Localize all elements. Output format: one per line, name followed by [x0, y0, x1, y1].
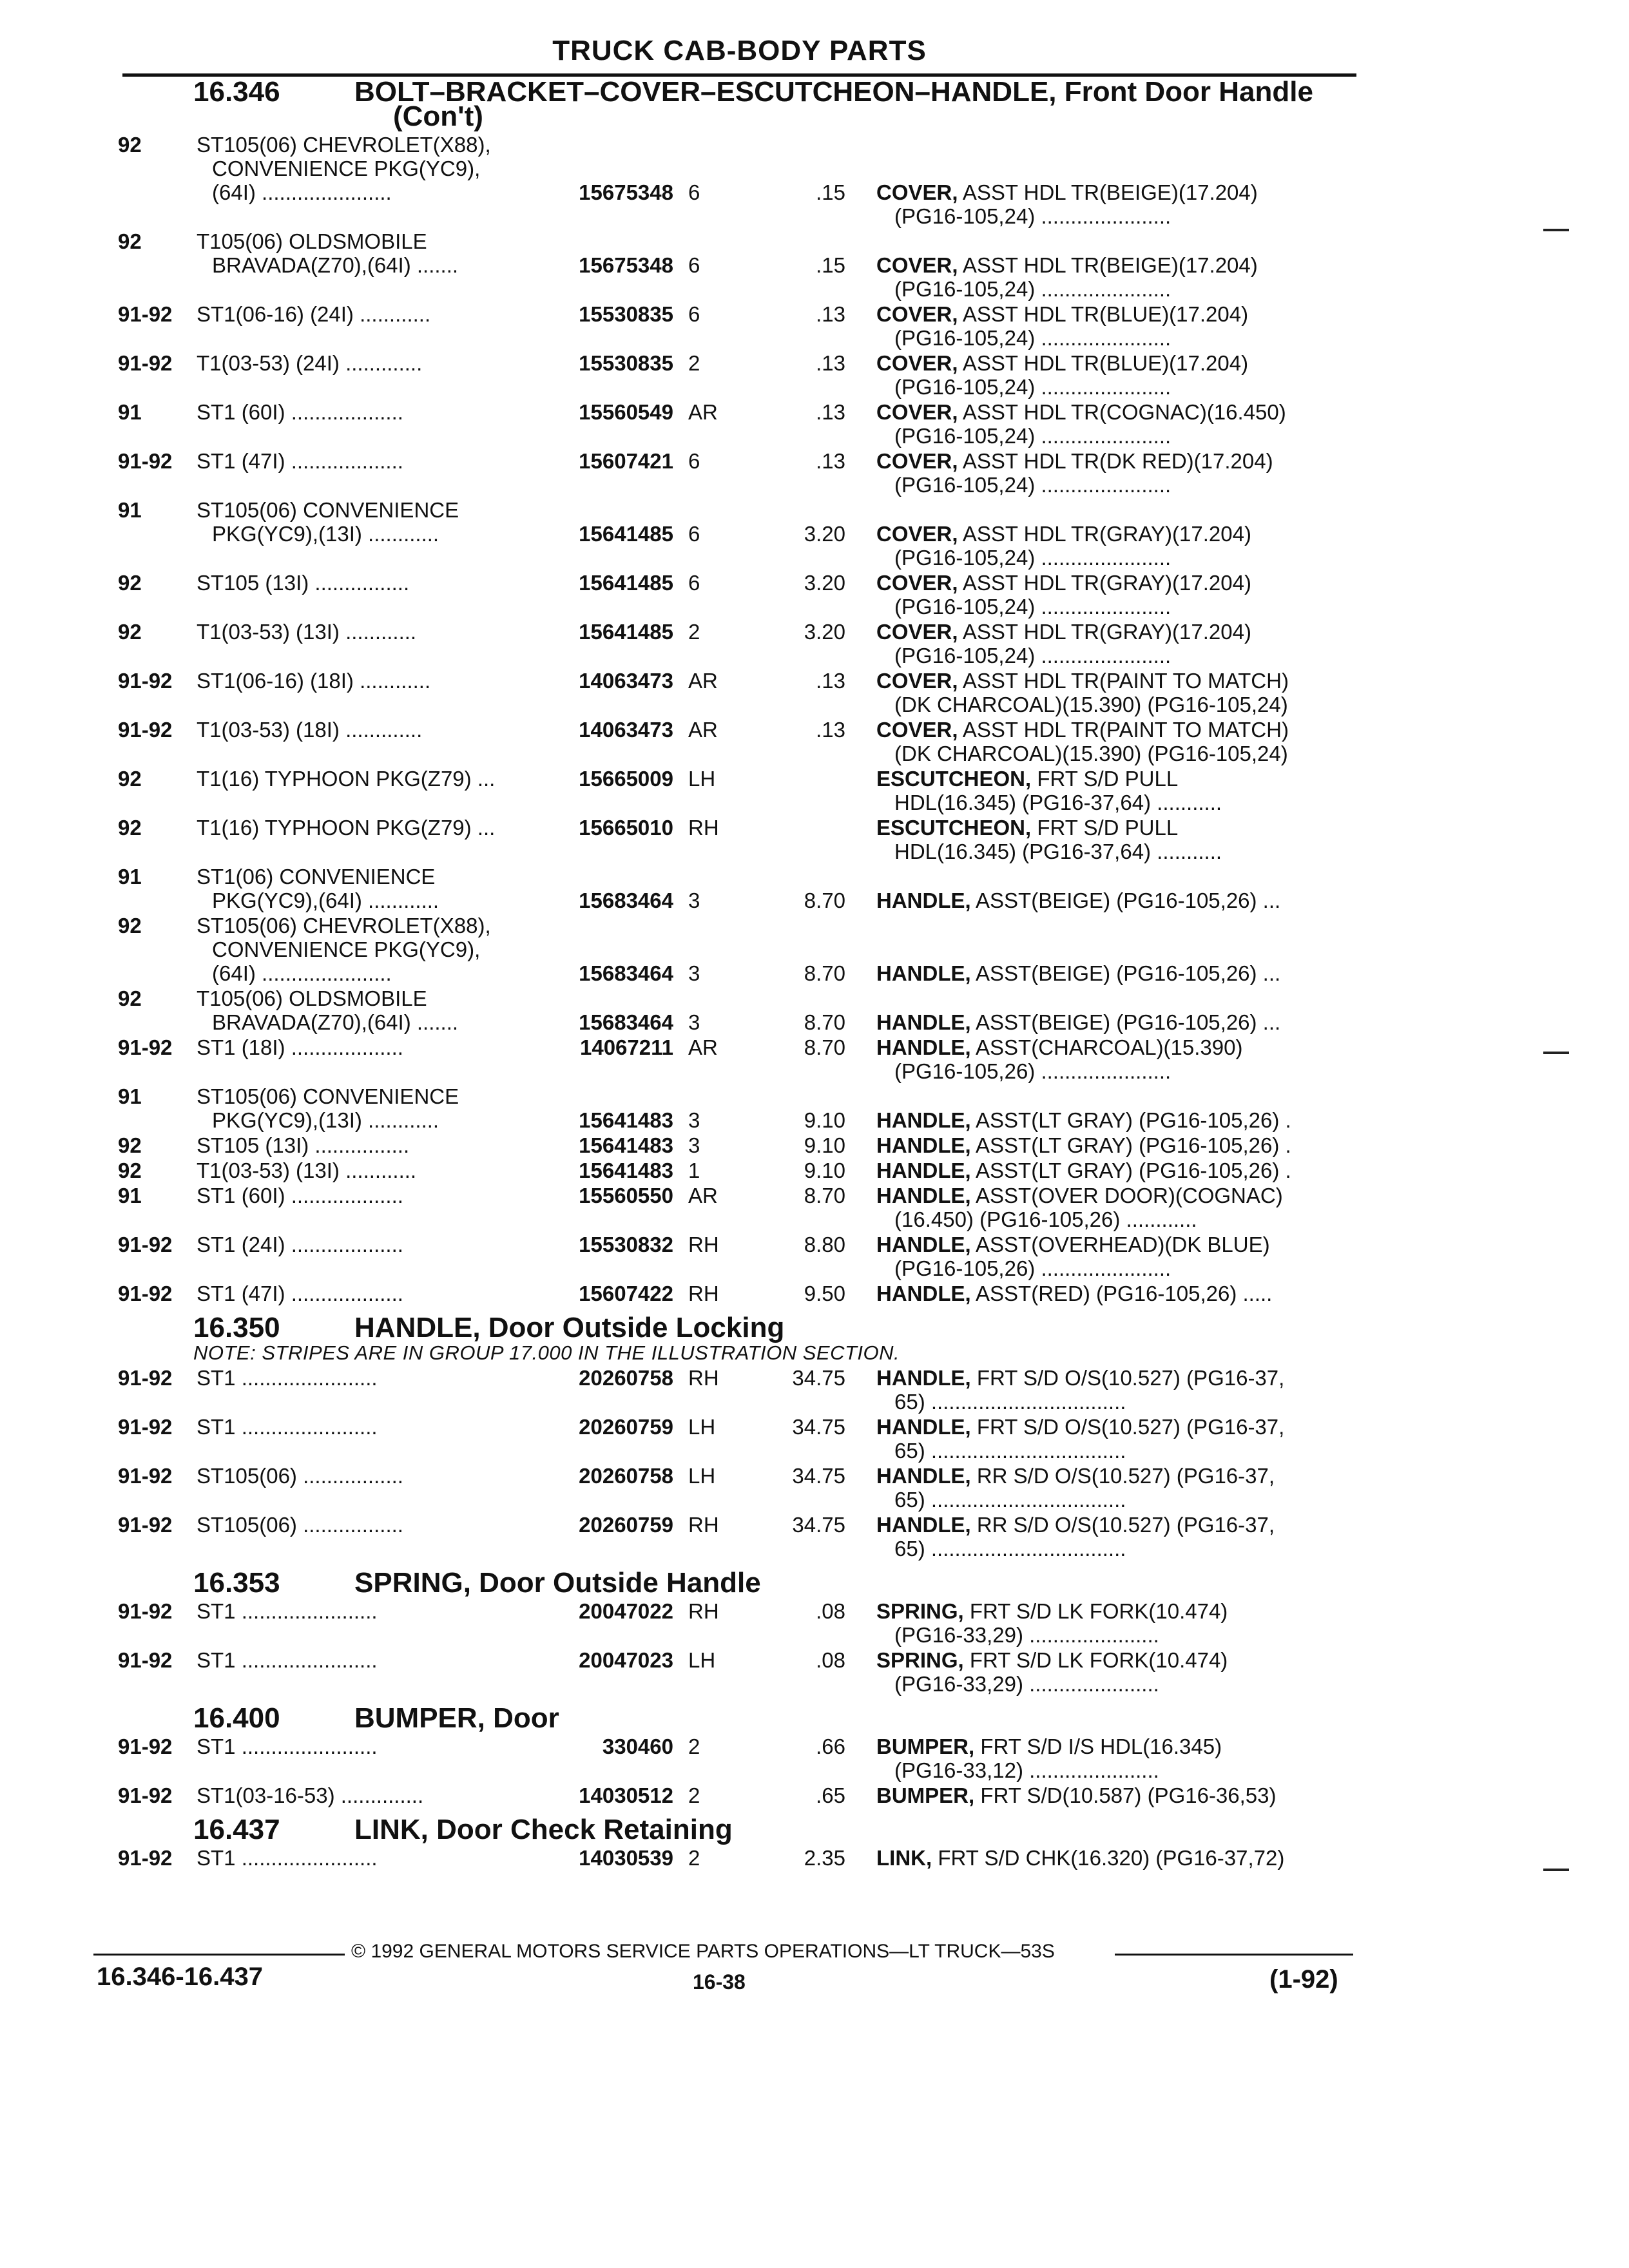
- model-year: 91-92: [118, 1233, 173, 1256]
- price: 9.50: [804, 1282, 845, 1305]
- price: 3.20: [804, 620, 845, 644]
- quantity: LH: [688, 767, 716, 791]
- price: .08: [816, 1599, 845, 1623]
- model-description: T1(16) TYPHOON PKG(Z79) ...: [197, 816, 496, 840]
- model-description: ST1 .......................: [197, 1366, 378, 1390]
- part-description: COVER, ASST HDL TR(PAINT TO MATCH): [876, 669, 1289, 693]
- part-description: ESCUTCHEON, FRT S/D PULL: [876, 816, 1179, 840]
- part-description: HANDLE, ASST(RED) (PG16-105,26) .....: [876, 1282, 1273, 1305]
- model-year: 92: [118, 767, 142, 791]
- price: 3.20: [804, 571, 845, 595]
- model-year: 91-92: [118, 1415, 173, 1439]
- part-number: 15641485: [579, 571, 673, 595]
- section-number: 16.350: [193, 1312, 280, 1343]
- quantity: 2: [688, 1846, 700, 1870]
- part-description: HANDLE, FRT S/D O/S(10.527) (PG16-37,: [876, 1366, 1285, 1390]
- price: 9.10: [804, 1108, 845, 1132]
- part-description: COVER, ASST HDL TR(BEIGE)(17.204): [876, 180, 1258, 204]
- part-number: 15641485: [579, 620, 673, 644]
- part-description: HDL(16.345) (PG16-37,64) ...........: [894, 791, 1222, 814]
- part-description: SPRING, FRT S/D LK FORK(10.474): [876, 1599, 1228, 1623]
- part-number: 15641483: [579, 1133, 673, 1157]
- part-description: SPRING, FRT S/D LK FORK(10.474): [876, 1648, 1228, 1672]
- margin-mark: [1543, 229, 1569, 231]
- model-description: (64I) ......................: [212, 180, 392, 204]
- model-description: BRAVADA(Z70),(64I) .......: [212, 253, 459, 277]
- part-description: COVER, ASST HDL TR(PAINT TO MATCH): [876, 718, 1289, 742]
- quantity: LH: [688, 1415, 716, 1439]
- price: 9.10: [804, 1158, 845, 1182]
- model-description: PKG(YC9),(64I) ............: [212, 889, 439, 912]
- quantity: AR: [688, 1184, 718, 1207]
- part-number: 14063473: [579, 669, 673, 693]
- price: .13: [816, 449, 845, 473]
- price: 8.70: [804, 961, 845, 985]
- section-number: 16.400: [193, 1702, 280, 1734]
- quantity: 6: [688, 302, 700, 326]
- model-description: PKG(YC9),(13I) ............: [212, 522, 439, 546]
- part-number: 15607421: [579, 449, 673, 473]
- footer-copyright: © 1992 GENERAL MOTORS SERVICE PARTS OPERATIONS—LT TRUCK—53S: [351, 1941, 1055, 1962]
- model-description: ST105(06) .................: [197, 1513, 403, 1537]
- part-description: (PG16-105,24) ......................: [894, 375, 1171, 399]
- model-year: 91-92: [118, 1735, 173, 1758]
- quantity: LH: [688, 1464, 716, 1488]
- model-year: 91-92: [118, 449, 173, 473]
- price: .13: [816, 718, 845, 742]
- model-description: ST105(06) .................: [197, 1464, 403, 1488]
- model-description: ST1 (60I) ...................: [197, 400, 403, 424]
- quantity: AR: [688, 669, 718, 693]
- model-description: BRAVADA(Z70),(64I) .......: [212, 1010, 459, 1034]
- model-year: 91-92: [118, 1464, 173, 1488]
- model-year: 91-92: [118, 1648, 173, 1672]
- part-description: (16.450) (PG16-105,26) ............: [894, 1207, 1197, 1231]
- part-description: LINK, FRT S/D CHK(16.320) (PG16-37,72): [876, 1846, 1285, 1870]
- model-year: 92: [118, 571, 142, 595]
- part-description: HANDLE, FRT S/D O/S(10.527) (PG16-37,: [876, 1415, 1285, 1439]
- quantity: 3: [688, 1133, 700, 1157]
- part-description: (PG16-105,24) ......................: [894, 546, 1171, 570]
- model-year: 91: [118, 498, 142, 522]
- part-number: 14030512: [579, 1783, 673, 1807]
- price: .13: [816, 400, 845, 424]
- part-description: (PG16-105,24) ......................: [894, 204, 1171, 228]
- model-year: 91: [118, 400, 142, 424]
- model-year: 91-92: [118, 1783, 173, 1807]
- quantity: 6: [688, 180, 700, 204]
- price: 34.75: [792, 1513, 845, 1537]
- model-description: ST1(06-16) (24I) ............: [197, 302, 431, 326]
- part-number: 20047022: [579, 1599, 673, 1623]
- model-description: T1(03-53) (13I) ............: [197, 620, 417, 644]
- part-description: COVER, ASST HDL TR(BEIGE)(17.204): [876, 253, 1258, 277]
- footer-section-range: 16.346-16.437: [97, 1963, 264, 1991]
- price: .08: [816, 1648, 845, 1672]
- quantity: 3: [688, 961, 700, 985]
- model-description: ST1 (24I) ...................: [197, 1233, 403, 1256]
- part-description: HANDLE, ASST(BEIGE) (PG16-105,26) ...: [876, 1010, 1281, 1034]
- model-description: T1(03-53) (24I) .............: [197, 351, 423, 375]
- section-number: 16.437: [193, 1814, 280, 1845]
- part-number: 15641483: [579, 1158, 673, 1182]
- model-description: ST105(06) CONVENIENCE: [197, 498, 459, 522]
- section-continued: (Con't): [393, 101, 483, 132]
- model-year: 91-92: [118, 1513, 173, 1537]
- model-description: CONVENIENCE PKG(YC9),: [212, 937, 481, 961]
- part-number: 15641483: [579, 1108, 673, 1132]
- part-description: HANDLE, ASST(OVERHEAD)(DK BLUE): [876, 1233, 1270, 1256]
- part-number: 20260759: [579, 1415, 673, 1439]
- part-description: (PG16-33,12) ......................: [894, 1758, 1159, 1782]
- part-description: BUMPER, FRT S/D(10.587) (PG16-36,53): [876, 1783, 1277, 1807]
- model-description: ST1(06-16) (18I) ............: [197, 669, 431, 693]
- price: .66: [816, 1735, 845, 1758]
- part-description: (PG16-33,29) ......................: [894, 1672, 1159, 1696]
- part-description: HANDLE, ASST(LT GRAY) (PG16-105,26) .: [876, 1158, 1291, 1182]
- section-title: BOLT–BRACKET–COVER–ESCUTCHEON–HANDLE, Front Door Handle: [354, 76, 1313, 108]
- part-description: HANDLE, RR S/D O/S(10.527) (PG16-37,: [876, 1513, 1275, 1537]
- quantity: RH: [688, 816, 719, 840]
- quantity: 2: [688, 351, 700, 375]
- model-description: ST1 (18I) ...................: [197, 1035, 403, 1059]
- model-year: 92: [118, 229, 142, 253]
- part-number: 14030539: [579, 1846, 673, 1870]
- part-description: 65) .................................: [894, 1537, 1126, 1561]
- model-description: ST105(06) CONVENIENCE: [197, 1084, 459, 1108]
- price: 8.70: [804, 889, 845, 912]
- part-number: 14067211: [579, 1035, 673, 1059]
- part-number: 20260758: [579, 1366, 673, 1390]
- part-number: 15683464: [579, 1010, 673, 1034]
- model-description: ST1 (47I) ...................: [197, 449, 403, 473]
- part-description: 65) .................................: [894, 1390, 1126, 1414]
- quantity: RH: [688, 1513, 719, 1537]
- model-description: (64I) ......................: [212, 961, 392, 985]
- price: .15: [816, 253, 845, 277]
- part-description: (PG16-105,24) ......................: [894, 595, 1171, 619]
- part-description: (PG16-105,26) ......................: [894, 1059, 1171, 1083]
- part-number: 15675348: [579, 180, 673, 204]
- model-description: ST1 (47I) ...................: [197, 1282, 403, 1305]
- part-description: (PG16-105,26) ......................: [894, 1256, 1171, 1280]
- margin-mark: [1543, 1869, 1569, 1871]
- price: 34.75: [792, 1415, 845, 1439]
- part-description: (PG16-105,24) ......................: [894, 473, 1171, 497]
- part-description: 65) .................................: [894, 1488, 1126, 1512]
- price: 8.70: [804, 1184, 845, 1207]
- section-title: HANDLE, Door Outside Locking: [354, 1312, 785, 1343]
- part-number: 15675348: [579, 253, 673, 277]
- part-description: (PG16-105,24) ......................: [894, 644, 1171, 668]
- part-description: HANDLE, RR S/D O/S(10.527) (PG16-37,: [876, 1464, 1275, 1488]
- quantity: RH: [688, 1599, 719, 1623]
- model-description: T1(16) TYPHOON PKG(Z79) ...: [197, 767, 496, 791]
- model-description: T105(06) OLDSMOBILE: [197, 986, 427, 1010]
- margin-mark: [1543, 1052, 1569, 1054]
- model-year: 91-92: [118, 1282, 173, 1305]
- model-description: ST105(06) CHEVROLET(X88),: [197, 133, 491, 157]
- footer-rule-left: [93, 1954, 345, 1956]
- part-number: 15530835: [579, 302, 673, 326]
- model-year: 92: [118, 816, 142, 840]
- price: 8.70: [804, 1035, 845, 1059]
- quantity: LH: [688, 1648, 716, 1672]
- quantity: RH: [688, 1233, 719, 1256]
- section-title: SPRING, Door Outside Handle: [354, 1567, 761, 1599]
- price: 2.35: [804, 1846, 845, 1870]
- quantity: 1: [688, 1158, 700, 1182]
- part-description: HANDLE, ASST(LT GRAY) (PG16-105,26) .: [876, 1133, 1291, 1157]
- model-year: 91-92: [118, 669, 173, 693]
- part-number: 15607422: [579, 1282, 673, 1305]
- part-number: 15560550: [579, 1184, 673, 1207]
- quantity: 2: [688, 1735, 700, 1758]
- part-description: (PG16-105,24) ......................: [894, 277, 1171, 301]
- section-number: 16.353: [193, 1567, 280, 1599]
- model-description: PKG(YC9),(13I) ............: [212, 1108, 439, 1132]
- model-year: 91: [118, 1184, 142, 1207]
- quantity: RH: [688, 1366, 719, 1390]
- model-year: 91-92: [118, 1599, 173, 1623]
- footer-page-number: 16-38: [693, 1970, 746, 1994]
- model-year: 92: [118, 1133, 142, 1157]
- price: 34.75: [792, 1464, 845, 1488]
- model-description: T1(03-53) (13I) ............: [197, 1158, 417, 1182]
- section-number: 16.346: [193, 76, 280, 108]
- part-description: (DK CHARCOAL)(15.390) (PG16-105,24): [894, 693, 1288, 716]
- price: .65: [816, 1783, 845, 1807]
- part-number: 14063473: [579, 718, 673, 742]
- quantity: 2: [688, 1783, 700, 1807]
- part-description: HANDLE, ASST(LT GRAY) (PG16-105,26) .: [876, 1108, 1291, 1132]
- model-description: ST105(06) CHEVROLET(X88),: [197, 914, 491, 937]
- part-description: COVER, ASST HDL TR(BLUE)(17.204): [876, 302, 1249, 326]
- model-year: 92: [118, 914, 142, 937]
- part-number: 20260758: [579, 1464, 673, 1488]
- footer-rule-right: [1115, 1954, 1353, 1956]
- model-description: ST1 .......................: [197, 1415, 378, 1439]
- model-year: 92: [118, 1158, 142, 1182]
- price: .13: [816, 302, 845, 326]
- quantity: AR: [688, 718, 718, 742]
- part-number: 15665010: [579, 816, 673, 840]
- part-number: 330460: [602, 1735, 673, 1758]
- model-description: ST1(06) CONVENIENCE: [197, 865, 436, 889]
- model-year: 91-92: [118, 302, 173, 326]
- model-year: 91-92: [118, 1035, 173, 1059]
- quantity: AR: [688, 1035, 718, 1059]
- part-description: HANDLE, ASST(CHARCOAL)(15.390): [876, 1035, 1243, 1059]
- part-description: COVER, ASST HDL TR(DK RED)(17.204): [876, 449, 1273, 473]
- price: .13: [816, 351, 845, 375]
- part-description: COVER, ASST HDL TR(GRAY)(17.204): [876, 620, 1251, 644]
- quantity: 6: [688, 449, 700, 473]
- part-number: 15683464: [579, 961, 673, 985]
- model-description: ST1 (60I) ...................: [197, 1184, 403, 1207]
- part-description: COVER, ASST HDL TR(COGNAC)(16.450): [876, 400, 1286, 424]
- footer-date-code: (1-92): [1269, 1965, 1338, 1994]
- part-description: HANDLE, ASST(OVER DOOR)(COGNAC): [876, 1184, 1283, 1207]
- page-title: TRUCK CAB-BODY PARTS: [552, 35, 927, 66]
- model-description: CONVENIENCE PKG(YC9),: [212, 157, 481, 180]
- part-description: HDL(16.345) (PG16-37,64) ...........: [894, 840, 1222, 863]
- model-year: 92: [118, 986, 142, 1010]
- model-year: 91: [118, 865, 142, 889]
- part-description: (PG16-105,24) ......................: [894, 424, 1171, 448]
- model-year: 91-92: [118, 718, 173, 742]
- part-description: ESCUTCHEON, FRT S/D PULL: [876, 767, 1179, 791]
- quantity: 3: [688, 1010, 700, 1034]
- quantity: 3: [688, 1108, 700, 1132]
- section-title: BUMPER, Door: [354, 1702, 559, 1734]
- model-year: 91-92: [118, 351, 173, 375]
- part-description: BUMPER, FRT S/D I/S HDL(16.345): [876, 1735, 1222, 1758]
- part-description: (PG16-33,29) ......................: [894, 1623, 1159, 1647]
- model-description: T105(06) OLDSMOBILE: [197, 229, 427, 253]
- price: 8.80: [804, 1233, 845, 1256]
- section-title: LINK, Door Check Retaining: [354, 1814, 733, 1845]
- price: 34.75: [792, 1366, 845, 1390]
- model-description: ST1 .......................: [197, 1735, 378, 1758]
- quantity: RH: [688, 1282, 719, 1305]
- part-number: 15665009: [579, 767, 673, 791]
- part-number: 15641485: [579, 522, 673, 546]
- part-description: COVER, ASST HDL TR(GRAY)(17.204): [876, 522, 1251, 546]
- quantity: 3: [688, 889, 700, 912]
- part-description: (DK CHARCOAL)(15.390) (PG16-105,24): [894, 742, 1288, 765]
- part-number: 15530835: [579, 351, 673, 375]
- price: .13: [816, 669, 845, 693]
- part-description: COVER, ASST HDL TR(BLUE)(17.204): [876, 351, 1249, 375]
- part-description: 65) .................................: [894, 1439, 1126, 1463]
- part-description: COVER, ASST HDL TR(GRAY)(17.204): [876, 571, 1251, 595]
- part-number: 15530832: [579, 1233, 673, 1256]
- part-number: 20260759: [579, 1513, 673, 1537]
- model-description: ST1 .......................: [197, 1599, 378, 1623]
- quantity: AR: [688, 400, 718, 424]
- model-description: ST1 .......................: [197, 1648, 378, 1672]
- model-year: 91-92: [118, 1846, 173, 1870]
- quantity: 6: [688, 253, 700, 277]
- part-description: HANDLE, ASST(BEIGE) (PG16-105,26) ...: [876, 961, 1281, 985]
- price: 8.70: [804, 1010, 845, 1034]
- price: 9.10: [804, 1133, 845, 1157]
- section-note: NOTE: STRIPES ARE IN GROUP 17.000 IN THE ILLUSTRATION SECTION.: [193, 1341, 900, 1364]
- quantity: 2: [688, 620, 700, 644]
- part-description: (PG16-105,24) ......................: [894, 326, 1171, 350]
- model-description: ST1 .......................: [197, 1846, 378, 1870]
- model-year: 92: [118, 133, 142, 157]
- quantity: 6: [688, 571, 700, 595]
- part-number: 15683464: [579, 889, 673, 912]
- model-description: ST1(03-16-53) ..............: [197, 1783, 424, 1807]
- model-year: 92: [118, 620, 142, 644]
- price: .15: [816, 180, 845, 204]
- model-year: 91: [118, 1084, 142, 1108]
- model-description: T1(03-53) (18I) .............: [197, 718, 423, 742]
- price: 3.20: [804, 522, 845, 546]
- part-description: HANDLE, ASST(BEIGE) (PG16-105,26) ...: [876, 889, 1281, 912]
- part-number: 15560549: [579, 400, 673, 424]
- model-description: ST105 (13I) ................: [197, 1133, 410, 1157]
- model-year: 91-92: [118, 1366, 173, 1390]
- part-number: 20047023: [579, 1648, 673, 1672]
- model-description: ST105 (13I) ................: [197, 571, 410, 595]
- quantity: 6: [688, 522, 700, 546]
